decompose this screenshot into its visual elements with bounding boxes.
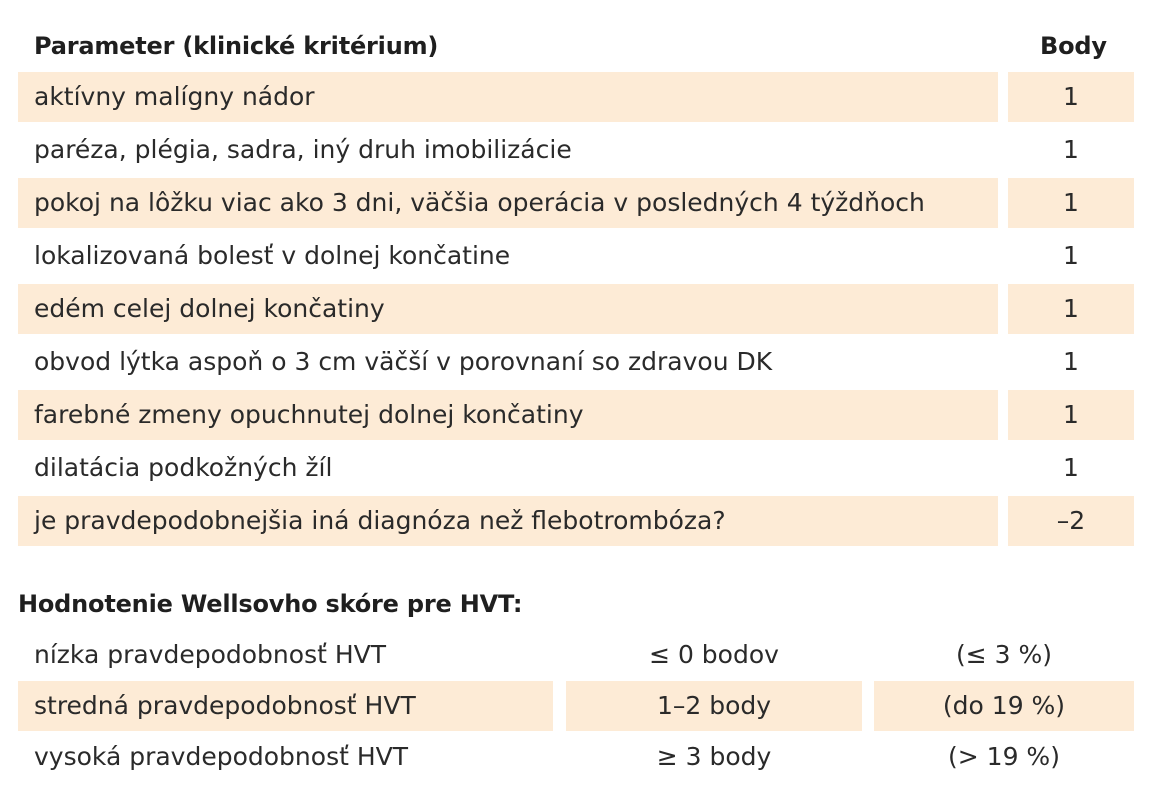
evaluation-label: nízka pravdepodobnosť HVT bbox=[34, 640, 387, 669]
criteria-row bbox=[18, 496, 1134, 546]
criteria-row bbox=[18, 72, 1134, 122]
criteria-parameter: je pravdepodobnejšia iná diagnóza než flebotrombóza? bbox=[34, 506, 726, 535]
evaluation-percent: (do 19 %) bbox=[942, 691, 1066, 720]
evaluation-row bbox=[18, 681, 1134, 731]
criteria-points: 1 bbox=[1063, 188, 1079, 217]
criteria-points: 1 bbox=[1063, 400, 1079, 429]
evaluation-percent: (≤ 3 %) bbox=[955, 640, 1052, 669]
criteria-points: 1 bbox=[1063, 347, 1079, 376]
criteria-parameter: obvod lýtka aspoň o 3 cm väčší v porovnaní so zdravou DK bbox=[34, 347, 773, 376]
criteria-parameter: aktívny malígny nádor bbox=[34, 82, 315, 111]
criteria-row bbox=[18, 337, 1134, 387]
criteria-parameter: edém celej dolnej končatiny bbox=[34, 294, 385, 323]
criteria-points: –2 bbox=[1056, 506, 1086, 535]
evaluation-percent: (> 19 %) bbox=[948, 742, 1060, 771]
criteria-row bbox=[18, 284, 1134, 334]
evaluation-score: ≥ 3 body bbox=[656, 742, 772, 771]
criteria-parameter: paréza, plégia, sadra, iný druh imobilizácie bbox=[34, 135, 572, 164]
criteria-row bbox=[18, 443, 1134, 493]
criteria-points: 1 bbox=[1063, 241, 1079, 270]
criteria-row bbox=[18, 178, 1134, 228]
evaluation-score: ≤ 0 bodov bbox=[649, 640, 779, 669]
criteria-points: 1 bbox=[1063, 294, 1079, 323]
evaluation-row bbox=[18, 630, 1134, 680]
evaluation-title: Hodnotenie Wellsovho skóre pre HVT: bbox=[18, 590, 523, 618]
criteria-points: 1 bbox=[1063, 135, 1079, 164]
criteria-parameter: dilatácia podkožných žíl bbox=[34, 453, 333, 482]
criteria-points: 1 bbox=[1063, 82, 1079, 111]
evaluation-label: stredná pravdepodobnosť HVT bbox=[34, 691, 416, 720]
evaluation-label: vysoká pravdepodobnosť HVT bbox=[34, 742, 409, 771]
criteria-parameter: lokalizovaná bolesť v dolnej končatine bbox=[34, 241, 511, 270]
criteria-points: 1 bbox=[1063, 453, 1079, 482]
criteria-parameter: pokoj na lôžku viac ako 3 dni, väčšia operácia v posledných 4 týždňoch bbox=[34, 188, 925, 217]
criteria-header-points: Body bbox=[1040, 32, 1107, 60]
criteria-row bbox=[18, 231, 1134, 281]
evaluation-score: 1–2 body bbox=[656, 691, 772, 720]
criteria-row bbox=[18, 390, 1134, 440]
criteria-header-parameter: Parameter (klinické kritérium) bbox=[34, 32, 439, 60]
criteria-row bbox=[18, 125, 1134, 175]
evaluation-row bbox=[18, 732, 1134, 782]
criteria-parameter: farebné zmeny opuchnutej dolnej končatiny bbox=[34, 400, 584, 429]
